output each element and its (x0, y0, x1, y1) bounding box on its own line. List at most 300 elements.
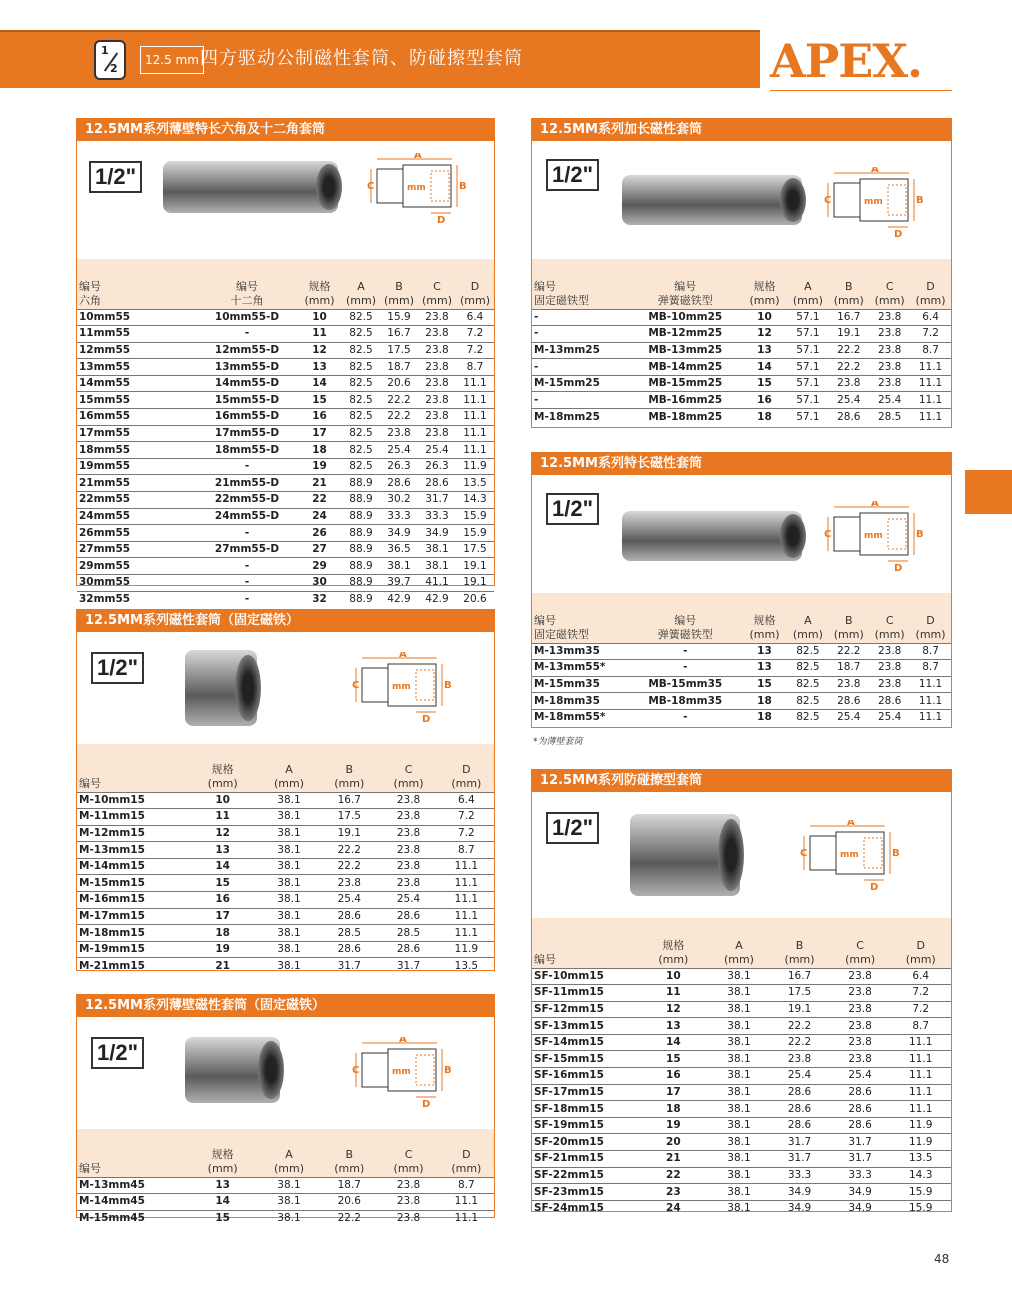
table-cell: 13 (741, 643, 787, 660)
table-header-cell: B (mm) (334, 1147, 365, 1175)
table-cell: 25.4 (769, 1068, 830, 1085)
dimension-diagram (800, 820, 900, 890)
table-cell: 82.5 (342, 458, 380, 475)
table-row (77, 342, 494, 359)
table-row (77, 591, 494, 608)
table-cell: 31.7 (769, 1151, 830, 1168)
table-row (77, 525, 494, 542)
table-cell: 18.7 (380, 359, 418, 376)
table-cell: 38.1 (709, 1068, 770, 1085)
dim-label-mm: mm (864, 197, 883, 207)
table-cell: 23.8 (378, 792, 438, 809)
table-cell: 38.1 (258, 809, 320, 826)
table-cell: 11.1 (890, 1084, 951, 1101)
table-cell: 23.8 (869, 309, 910, 326)
table-cell: 22 (638, 1167, 709, 1184)
table-header-cell: 编号 (79, 776, 101, 790)
table-cell: 28.6 (769, 1084, 830, 1101)
diagram-drive-end (377, 169, 403, 203)
table-row (532, 359, 951, 376)
table-header-cell: 编号 十二角 (230, 279, 264, 307)
table-cell: 10 (741, 309, 787, 326)
table-cell: - (629, 643, 741, 660)
table-cell: 23.8 (378, 1210, 438, 1227)
table-cell: - (629, 660, 741, 677)
table-cell: 11.1 (456, 425, 494, 442)
table-cell: 11.1 (910, 676, 951, 693)
table-cell: 25.4 (380, 442, 418, 459)
table-row (532, 1051, 951, 1068)
product-illustration (532, 792, 951, 918)
table-cell: 38.1 (258, 1194, 320, 1211)
dim-label-c: C (800, 848, 808, 859)
table-cell: 17.5 (380, 342, 418, 359)
table-cell: 23.8 (830, 1001, 891, 1018)
table-cell: 31.7 (830, 1134, 891, 1151)
table-row (532, 709, 951, 726)
table-cell: 19.1 (828, 326, 869, 343)
table-cell: 31.7 (418, 492, 456, 509)
table-cell: 88.9 (342, 575, 380, 592)
product-illustration (532, 141, 951, 259)
drive-size-label: 1/2" (546, 493, 599, 525)
table-cell: 6.4 (439, 792, 494, 809)
table-header-cell: 规格 (mm) (749, 279, 780, 307)
table-cell: 23.8 (830, 968, 891, 985)
table-cell: 34.9 (769, 1200, 830, 1217)
table-cell: SF-15mm15 (532, 1051, 638, 1068)
table-cell: 10 (638, 968, 709, 985)
table-cell: M-13mm35 (532, 643, 629, 660)
table-cell: SF-13mm15 (532, 1018, 638, 1035)
dim-label-d: D (422, 1099, 431, 1107)
panel-thin-wall-magnetic (76, 994, 495, 1225)
table-cell: 82.5 (342, 375, 380, 392)
table-cell: 16 (297, 409, 342, 426)
table-row (532, 1117, 951, 1134)
table-row (77, 892, 494, 909)
table-cell: M-12mm15 (77, 825, 188, 842)
table-row (77, 792, 494, 809)
table-row (77, 958, 494, 975)
table-row (77, 359, 494, 376)
table-cell: 88.9 (342, 475, 380, 492)
table-header-cell: A (mm) (345, 279, 376, 307)
table-cell: 28.6 (320, 941, 378, 958)
drive-size-label: 1/2" (89, 161, 142, 193)
table-cell: 31.7 (769, 1134, 830, 1151)
table-cell: 14.3 (890, 1167, 951, 1184)
table-cell: 25.4 (418, 442, 456, 459)
table-cell: 17 (188, 908, 258, 925)
table-cell: 23.8 (830, 1018, 891, 1035)
table-cell: 28.6 (320, 908, 378, 925)
table-cell: 19 (638, 1117, 709, 1134)
panel-title: 12.5MM系列薄壁磁性套筒（固定磁铁） (77, 995, 494, 1017)
table-header-cell: 规格 (mm) (658, 938, 689, 966)
table-row (77, 541, 494, 558)
table-cell: SF-24mm15 (532, 1200, 638, 1217)
table-cell: 28.6 (378, 941, 438, 958)
table-row (532, 693, 951, 710)
table-cell: 31.7 (830, 1151, 891, 1168)
table-cell: 6.4 (456, 309, 494, 326)
table-row (77, 309, 494, 326)
table-cell: 27 (297, 541, 342, 558)
table-cell: 38.1 (258, 1210, 320, 1227)
drive-size-label: 1/2" (546, 159, 599, 191)
table-cell: 15 (188, 1210, 258, 1227)
table-header-cell: 编号 (79, 1161, 101, 1175)
table-header-cell: 规格 (mm) (207, 762, 238, 790)
table-row (77, 809, 494, 826)
table-header-cell: 编号 (534, 952, 556, 966)
dim-label-mm: mm (864, 531, 883, 541)
page-header-bar (0, 30, 760, 88)
table-cell: 23 (638, 1184, 709, 1201)
table-cell: 34.9 (380, 525, 418, 542)
socket-bore (780, 178, 806, 222)
table-cell: 88.9 (342, 541, 380, 558)
table-header-cell: A (mm) (792, 279, 823, 307)
table-row (532, 660, 951, 677)
table-header-cell: C (mm) (393, 1147, 424, 1175)
table-cell: 8.7 (890, 1018, 951, 1035)
table-cell: 82.5 (342, 392, 380, 409)
table-cell: 11.1 (890, 1101, 951, 1118)
table-cell: 34.9 (418, 525, 456, 542)
table-cell: 12 (188, 825, 258, 842)
table-cell: 38.1 (258, 858, 320, 875)
table-cell: 29mm55 (77, 558, 197, 575)
table-cell: 16 (188, 892, 258, 909)
table-cell: 6.4 (910, 309, 951, 326)
table-cell: M-15mm45 (77, 1210, 188, 1227)
table-cell: 23.8 (869, 375, 910, 392)
dim-label-a: A (414, 153, 422, 161)
table-cell: 23.8 (869, 660, 910, 677)
product-illustration (532, 475, 951, 593)
table-row (532, 1101, 951, 1118)
diagram-bore (888, 519, 906, 549)
table-cell: 7.2 (910, 326, 951, 343)
table-cell: 11.1 (439, 925, 494, 942)
drive-size-label: 1/2" (91, 1037, 144, 1069)
table-cell: 7.2 (439, 825, 494, 842)
table-cell: 23.8 (418, 425, 456, 442)
table-cell: 38.1 (709, 1151, 770, 1168)
table-cell: 23.8 (830, 1034, 891, 1051)
table-cell: 25.4 (320, 892, 378, 909)
table-cell: 23.8 (378, 809, 438, 826)
table-cell: 34.9 (830, 1184, 891, 1201)
dim-label-d: D (437, 215, 446, 223)
table-cell: 38.1 (258, 925, 320, 942)
table-cell: M-18mm15 (77, 925, 188, 942)
table-cell: 14 (188, 858, 258, 875)
table-cell: 28.5 (869, 409, 910, 426)
table-cell: 21 (188, 958, 258, 975)
dimension-diagram (367, 153, 467, 223)
table-cell: 27mm55 (77, 541, 197, 558)
table-cell: 11.1 (456, 409, 494, 426)
drive-size-badge (94, 40, 126, 80)
table-cell: 23.8 (378, 1177, 438, 1194)
dim-label-d: D (870, 882, 879, 890)
table-row (77, 1177, 494, 1194)
table-cell: M-15mm15 (77, 875, 188, 892)
table-cell: 22.2 (320, 1210, 378, 1227)
dim-label-mm: mm (392, 1067, 411, 1077)
table-row (532, 375, 951, 392)
table-cell: SF-22mm15 (532, 1167, 638, 1184)
table-cell: 11.1 (910, 392, 951, 409)
table-row (77, 875, 494, 892)
table-cell: 25.4 (378, 892, 438, 909)
table-cell: 26.3 (380, 458, 418, 475)
table-row (77, 442, 494, 459)
table-cell: 15 (741, 676, 787, 693)
table-cell: 17 (297, 425, 342, 442)
table-cell: SF-11mm15 (532, 985, 638, 1002)
table-cell: 19.1 (456, 558, 494, 575)
table-cell: 22.2 (769, 1034, 830, 1051)
table-cell: 23.8 (418, 309, 456, 326)
diagram-drive-end (834, 517, 860, 551)
table-cell: 38.1 (258, 941, 320, 958)
table-cell: M-13mm55* (532, 660, 629, 677)
table-cell: M-13mm25 (532, 342, 629, 359)
table-cell: M-21mm15 (77, 958, 188, 975)
socket-image (622, 175, 802, 225)
table-header-cell: C (mm) (393, 762, 424, 790)
table-cell: MB-15mm25 (629, 375, 741, 392)
table-row (532, 1018, 951, 1035)
dim-label-b: B (459, 181, 467, 192)
table-cell: 30mm55 (77, 575, 197, 592)
dim-label-c: C (824, 195, 832, 206)
dimension-diagram (352, 1037, 452, 1107)
table-cell: 22.2 (828, 342, 869, 359)
table-cell: 82.5 (342, 309, 380, 326)
table-cell: 11.1 (439, 858, 494, 875)
table-cell: 16.7 (320, 792, 378, 809)
table-cell: 82.5 (787, 660, 828, 677)
table-cell: M-17mm15 (77, 908, 188, 925)
table-cell: 8.7 (456, 359, 494, 376)
table-cell: 13 (188, 842, 258, 859)
table-cell: 23.8 (378, 875, 438, 892)
table-cell: 8.7 (439, 1177, 494, 1194)
table-cell: 18.7 (320, 1177, 378, 1194)
table-row (77, 409, 494, 426)
table-header-cell: 编号 六角 (79, 279, 101, 307)
dimension-diagram (824, 501, 924, 571)
table-cell: SF-12mm15 (532, 1001, 638, 1018)
dim-label-c: C (352, 680, 360, 691)
table-cell: 39.7 (380, 575, 418, 592)
table-cell: 23.8 (320, 875, 378, 892)
panel-anti-scratch (531, 769, 952, 1215)
table-cell: 15 (297, 392, 342, 409)
table-cell: 13mm55-D (197, 359, 297, 376)
table-header-cell: C (mm) (874, 613, 905, 641)
diagram-bore (888, 185, 906, 215)
table-cell: 19.1 (456, 575, 494, 592)
table-cell: SF-10mm15 (532, 968, 638, 985)
socket-bore (235, 655, 261, 722)
table-cell: 33.3 (830, 1167, 891, 1184)
table-cell: 28.6 (830, 1084, 891, 1101)
table-cell: 17mm55-D (197, 425, 297, 442)
table-cell: 12mm55 (77, 342, 197, 359)
table-cell: 11.1 (910, 709, 951, 726)
table-cell: 28.6 (378, 908, 438, 925)
table-row (77, 508, 494, 525)
table-header-cell: D (mm) (915, 279, 946, 307)
table-header-cell: B (mm) (833, 279, 864, 307)
table-row (532, 1167, 951, 1184)
table-cell: 19.1 (320, 825, 378, 842)
table-cell: 42.9 (418, 591, 456, 608)
socket-image (185, 1037, 280, 1103)
table-cell: 23.8 (830, 985, 891, 1002)
table-cell: M-13mm15 (77, 842, 188, 859)
dim-label-b: B (916, 529, 924, 540)
table-cell: MB-13mm25 (629, 342, 741, 359)
table-row (532, 326, 951, 343)
dim-label-mm: mm (407, 183, 426, 193)
table-cell: 12 (638, 1001, 709, 1018)
table-header-cell: A (mm) (792, 613, 823, 641)
table-cell: 11.1 (910, 375, 951, 392)
table-cell: 28.6 (769, 1117, 830, 1134)
table-cell: 16.7 (769, 968, 830, 985)
table-cell: 42.9 (380, 591, 418, 608)
table-cell: 82.5 (787, 693, 828, 710)
table-cell: 28.5 (320, 925, 378, 942)
socket-image (630, 814, 740, 896)
table-cell: 22.2 (320, 842, 378, 859)
table-cell: 28.6 (828, 409, 869, 426)
thin-wall-note: *为薄壁套筒 (533, 737, 583, 747)
dim-label-d: D (894, 229, 903, 237)
table-cell: 16 (741, 392, 787, 409)
table-cell: - (197, 525, 297, 542)
table-cell: 11.1 (456, 375, 494, 392)
table-row (77, 858, 494, 875)
table-cell: 15.9 (890, 1200, 951, 1217)
table-row (532, 1134, 951, 1151)
table-cell: - (532, 359, 629, 376)
table-row (532, 309, 951, 326)
table-cell: 7.2 (439, 809, 494, 826)
table-cell: 13.5 (890, 1151, 951, 1168)
table-header-cell: A (mm) (273, 762, 304, 790)
table-cell: 38.1 (258, 958, 320, 975)
table-cell: 26.3 (418, 458, 456, 475)
table-header-cell: D (mm) (451, 1147, 482, 1175)
table-header-cell: B (mm) (784, 938, 815, 966)
table-cell: 18 (741, 693, 787, 710)
table-cell: 23.8 (869, 359, 910, 376)
table-cell: 38.1 (709, 1167, 770, 1184)
table-cell: 11.1 (910, 693, 951, 710)
table-header-cell: B (mm) (334, 762, 365, 790)
table-cell: 22.2 (769, 1018, 830, 1035)
logo-text: APEX. (770, 34, 923, 88)
table-cell: 27mm55-D (197, 541, 297, 558)
table-row (77, 425, 494, 442)
table-cell: 8.7 (910, 660, 951, 677)
diagram-bore (431, 171, 449, 201)
table-cell: 11.9 (890, 1134, 951, 1151)
table-cell: 38.1 (709, 968, 770, 985)
table-cell: SF-23mm15 (532, 1184, 638, 1201)
table-cell: 20 (638, 1134, 709, 1151)
table-cell: 20.6 (380, 375, 418, 392)
table-cell: 22.2 (828, 643, 869, 660)
table-cell: 15mm55-D (197, 392, 297, 409)
table-cell: 15 (188, 875, 258, 892)
table-cell: - (197, 458, 297, 475)
table-cell: 88.9 (342, 492, 380, 509)
table-cell: 23.8 (418, 392, 456, 409)
dim-label-a: A (399, 652, 407, 660)
table-header-cell: 编号 弹簧磁铁型 (657, 613, 713, 641)
table-cell: 28.6 (869, 693, 910, 710)
table-cell: 21 (297, 475, 342, 492)
socket-bore (780, 514, 806, 558)
table-cell: 17mm55 (77, 425, 197, 442)
table-cell: 38.1 (709, 985, 770, 1002)
table-cell: 15 (638, 1051, 709, 1068)
table-cell: 11 (297, 326, 342, 343)
dim-label-b: B (444, 1065, 452, 1076)
table-row (77, 492, 494, 509)
table-cell: M-15mm35 (532, 676, 629, 693)
table-cell: 10 (188, 792, 258, 809)
table-cell: 38.1 (709, 1134, 770, 1151)
table-cell: SF-17mm15 (532, 1084, 638, 1101)
table-cell: 20.6 (456, 591, 494, 608)
dim-label-mm: mm (392, 682, 411, 692)
socket-bore (316, 164, 342, 210)
dim-label-c: C (352, 1065, 360, 1076)
table-cell: M-10mm15 (77, 792, 188, 809)
table-cell: 82.5 (342, 409, 380, 426)
table-cell: 24mm55-D (197, 508, 297, 525)
table-cell: M-14mm45 (77, 1194, 188, 1211)
table-cell: 17 (638, 1084, 709, 1101)
table-cell: 38.1 (709, 1034, 770, 1051)
socket-image (163, 161, 338, 213)
table-header-cell: 规格 (mm) (207, 1147, 238, 1175)
table-cell: 15.9 (456, 508, 494, 525)
table-cell: 23.8 (869, 676, 910, 693)
table-cell: 12 (297, 342, 342, 359)
table-cell: 11.9 (439, 941, 494, 958)
table-cell: MB-18mm25 (629, 409, 741, 426)
table-cell: 33.3 (380, 508, 418, 525)
table-cell: 7.2 (456, 342, 494, 359)
panel-extra-long-magnetic (531, 452, 952, 728)
table-cell: 11.9 (890, 1117, 951, 1134)
table-cell: 13 (741, 660, 787, 677)
table-header-cell: B (mm) (833, 613, 864, 641)
table-cell: 11.9 (456, 458, 494, 475)
table-row (532, 985, 951, 1002)
